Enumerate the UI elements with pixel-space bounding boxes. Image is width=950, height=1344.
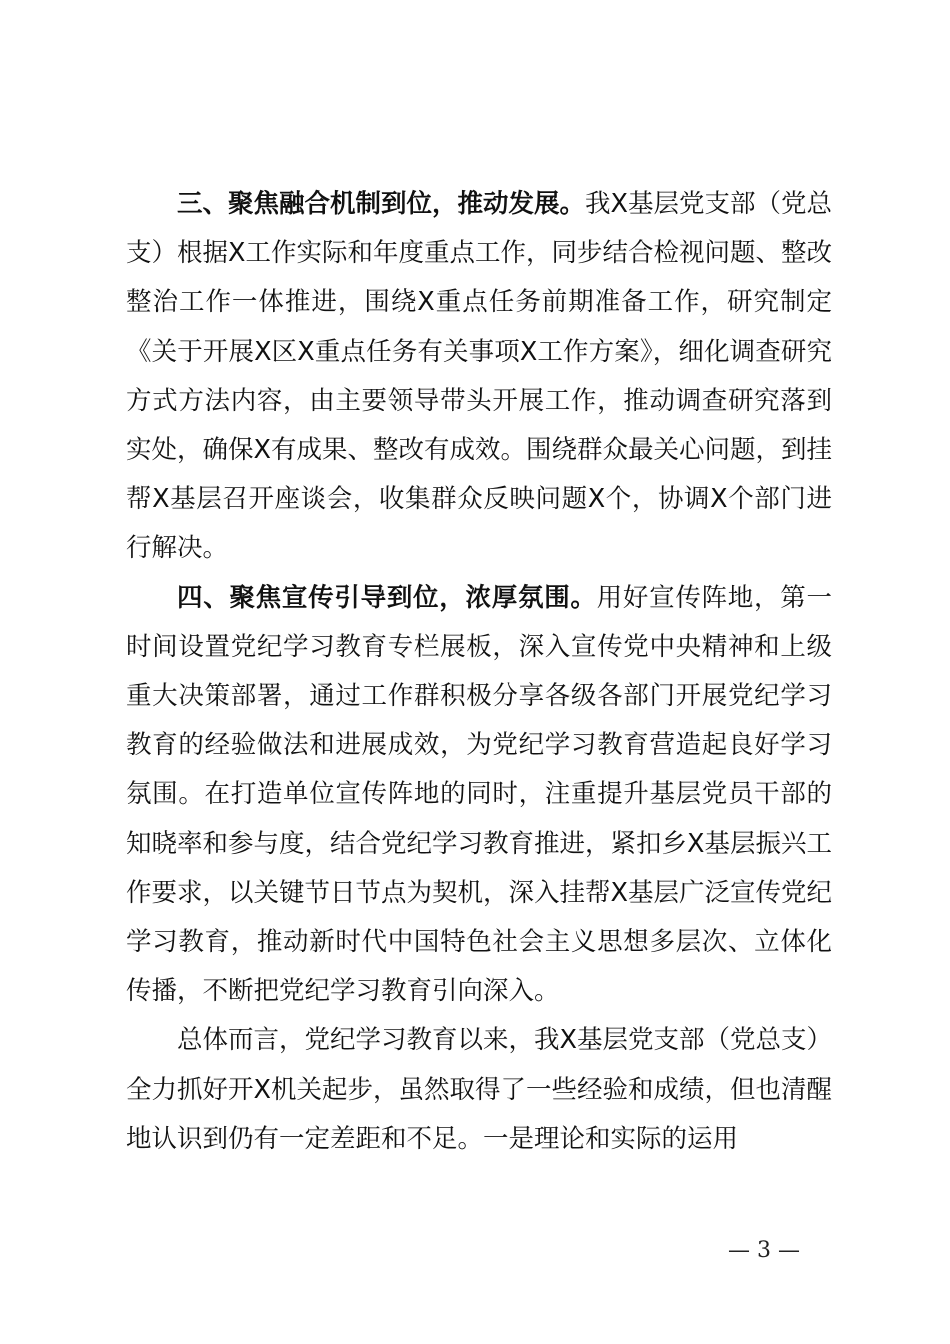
section-four-text: 用好宣传阵地，第一时间设置党纪学习教育专栏展板，深入宣传党中央精神和上级重大决策部署，通过工作群积极分享各级各部门开展党纪学习教育的经验做法和进展成效，为党纪学习教育营造起良好学习氛围。在打造单位宣传阵地的同时，注重提升基层党员干部的知晓率和参与度，结合党纪学习教育推进，紧扣乡X基层振兴工作要求，以关键节日节点为契机，深入挂帮X基层广泛宣传党纪学习教育，推动新时代中国特色社会主义思想多层次、立体化传播，不断把党纪学习教育引向深入。 <box>126 582 832 1007</box>
page-number: — 3 — <box>728 1238 800 1263</box>
summary-text: 总体而言，党纪学习教育以来，我X基层党支部（党总支）全力抓好开X机关起步，虽然取得了一些经验和成绩，但也清醒地认识到仍有一定差距和不足。一是理论和实际的运用 <box>126 1025 832 1154</box>
paragraph-section-four <box>126 574 832 1017</box>
section-three-text: 我X基层党支部（党总支）根据X工作实际和年度重点工作，同步结合检视问题、整改整治工作一体推进，围绕X重点任务前期准备工作，研究制定《关于开展X区X重点任务有关事项X工作方案》，细化调查研究方式方法内容，由主要领导带头开展工作，推动调查研究落到实处，确保X有成果、整改有成效。围绕群众最关心问题，到挂帮X基层召开座谈会，收集群众反映问题X个，协调X个部门进行解决。 <box>126 189 832 564</box>
document-body <box>126 180 832 1164</box>
paragraph-summary <box>126 1016 832 1164</box>
section-four-heading: 四、聚焦宣传引导到位，浓厚氛围。 <box>177 582 597 613</box>
section-three-heading: 三、聚焦融合机制到位，推动发展。 <box>177 189 586 219</box>
paragraph-section-three <box>126 180 832 574</box>
